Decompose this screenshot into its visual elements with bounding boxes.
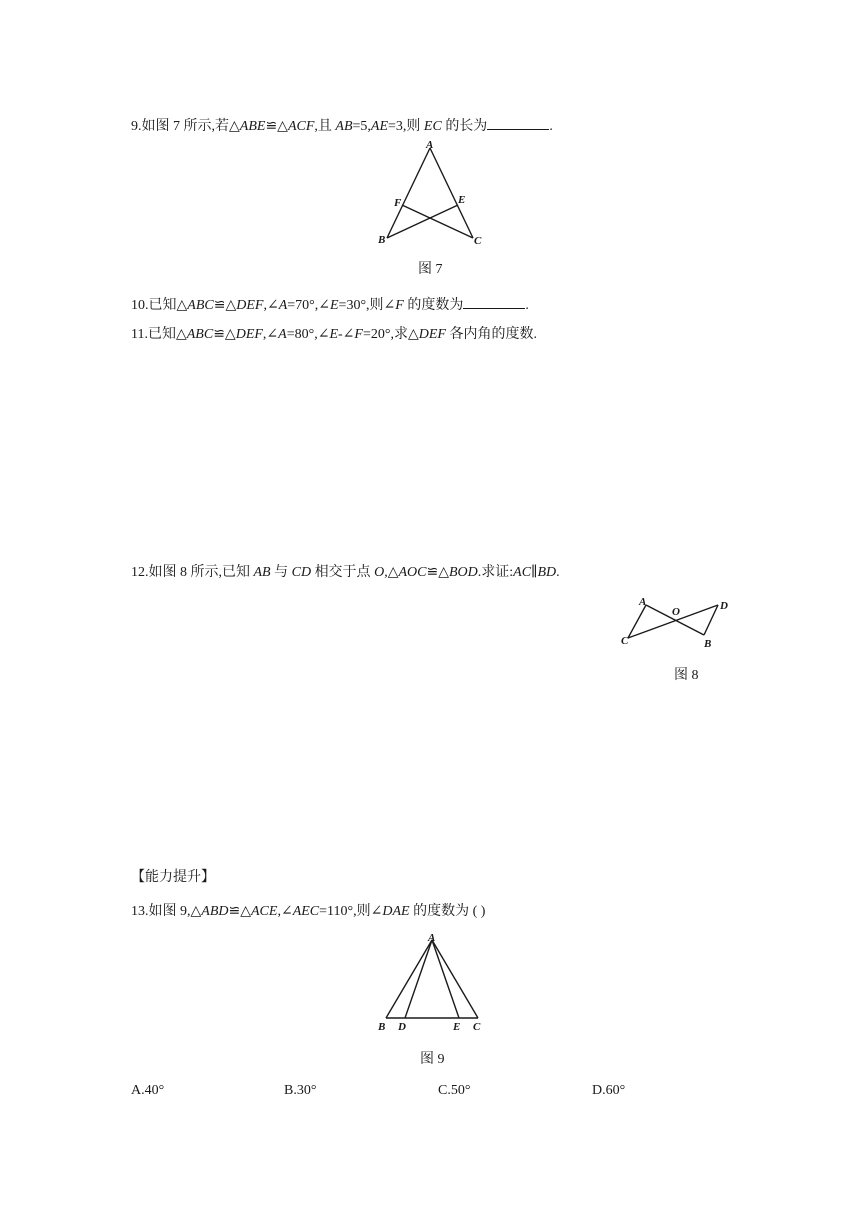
q10-part: ,∠	[263, 298, 279, 313]
q11-part: E	[329, 327, 339, 342]
q11-part: -∠	[338, 327, 355, 342]
q13-part: =110°,则∠	[319, 904, 383, 919]
label-d: D	[720, 600, 728, 612]
figure-8-caption: 图 8	[674, 668, 699, 683]
q12-part: 与	[270, 565, 292, 580]
q11-part: ABC	[186, 327, 214, 342]
q13-part: ,∠	[277, 904, 293, 919]
q12-part: ≌△	[426, 565, 449, 580]
q9-prefix: 9.如图 7 所示,若△	[131, 119, 240, 134]
option-d[interactable]: D.60°	[592, 1083, 626, 1098]
q12-part: CD	[291, 565, 312, 580]
q12-part: 相交于点	[311, 565, 375, 580]
figure-8	[618, 593, 748, 653]
q9-part: EC	[423, 119, 442, 134]
q10-part: ABC	[187, 298, 214, 313]
q13-part: 13.如图 9,△	[131, 904, 202, 919]
question-9	[131, 115, 553, 136]
question-10	[131, 294, 529, 315]
q11-part: DEF	[418, 327, 446, 342]
segment-ac	[430, 148, 473, 238]
q9-part: ≌△	[265, 119, 288, 134]
figure-7-caption: 图 7	[418, 262, 443, 277]
segment-ab	[387, 148, 430, 238]
q10-part: ≌△	[213, 298, 237, 313]
segment-cf	[402, 205, 473, 238]
option-c[interactable]: C.50°	[438, 1083, 471, 1098]
segment-be	[387, 205, 458, 238]
q12-part: AOC	[398, 565, 427, 580]
q11-part: DEF	[235, 327, 263, 342]
q10-part: =70°,∠	[287, 298, 330, 313]
label-a: A	[639, 596, 647, 608]
q10-part: E	[329, 298, 339, 313]
q9-part: 的长为	[441, 119, 488, 134]
q10-part: A	[278, 298, 288, 313]
label-o: O	[672, 606, 680, 618]
q10-part: 10.已知△	[131, 298, 188, 313]
answer-blank[interactable]	[463, 294, 525, 309]
q9-part: =5,	[352, 119, 371, 134]
q11-part: ≌△	[213, 327, 236, 342]
question-12	[131, 564, 560, 582]
q9-part: =3,则	[388, 119, 424, 134]
q11-part: 11.已知△	[131, 327, 187, 342]
q9-part: AE	[370, 119, 389, 134]
q11-part: A	[278, 327, 287, 342]
question-11	[131, 326, 537, 344]
q12-part: AC	[513, 565, 532, 580]
q12-part: 12.如图 8 所示,已知	[131, 565, 254, 580]
q10-suffix: .	[525, 298, 529, 313]
q11-part: =20°,求△	[362, 327, 419, 342]
q11-part: 各内角的度数.	[445, 327, 537, 342]
q13-part: 的度数为 ( )	[409, 904, 486, 919]
q10-part: F	[395, 298, 404, 313]
label-a: A	[428, 932, 436, 944]
q11-part: =80°,∠	[286, 327, 330, 342]
q11-part: ,∠	[262, 327, 279, 342]
q9-part: ABE	[239, 119, 266, 134]
q13-part: DAE	[382, 904, 410, 919]
question-13	[131, 903, 485, 921]
q10-part: DEF	[236, 298, 264, 313]
q9-part: AB	[335, 119, 353, 134]
option-b[interactable]: B.30°	[284, 1083, 317, 1098]
label-b: B	[704, 638, 712, 650]
answer-blank[interactable]	[487, 115, 549, 130]
q13-part: ≌△	[228, 904, 251, 919]
figure-9-caption: 图 9	[420, 1052, 445, 1067]
label-c: C	[474, 235, 482, 247]
q12-part: BD	[537, 565, 557, 580]
q9-part: ACF	[287, 119, 315, 134]
label-c: C	[621, 635, 629, 647]
q13-part: ACE	[251, 904, 278, 919]
section-title: 【能力提升】	[131, 870, 215, 885]
label-c: C	[473, 1021, 481, 1033]
q13-part: ABD	[201, 904, 229, 919]
label-d: D	[398, 1021, 406, 1033]
q9-suffix: .	[549, 119, 553, 134]
label-b: B	[378, 234, 386, 246]
figure-7	[370, 138, 490, 250]
label-b: B	[378, 1021, 386, 1033]
q9-part: ,且	[314, 119, 336, 134]
q11-part: F	[354, 327, 363, 342]
figure-9	[372, 930, 492, 1035]
label-e: E	[458, 194, 466, 206]
label-e: E	[453, 1021, 461, 1033]
q12-part: ,△	[384, 565, 399, 580]
option-a[interactable]: A.40°	[131, 1083, 165, 1098]
q12-part: ∥	[531, 565, 538, 580]
q12-part: .求证:	[477, 565, 514, 580]
q12-part: .	[556, 565, 560, 580]
label-f: F	[394, 197, 402, 209]
q12-part: AB	[253, 565, 271, 580]
q12-part: BOD	[448, 565, 478, 580]
q10-part: =30°,则∠	[338, 298, 396, 313]
q12-part: O	[374, 565, 385, 580]
label-a: A	[426, 139, 434, 151]
q10-part: 的度数为	[403, 298, 464, 313]
q13-part: AEC	[292, 904, 320, 919]
